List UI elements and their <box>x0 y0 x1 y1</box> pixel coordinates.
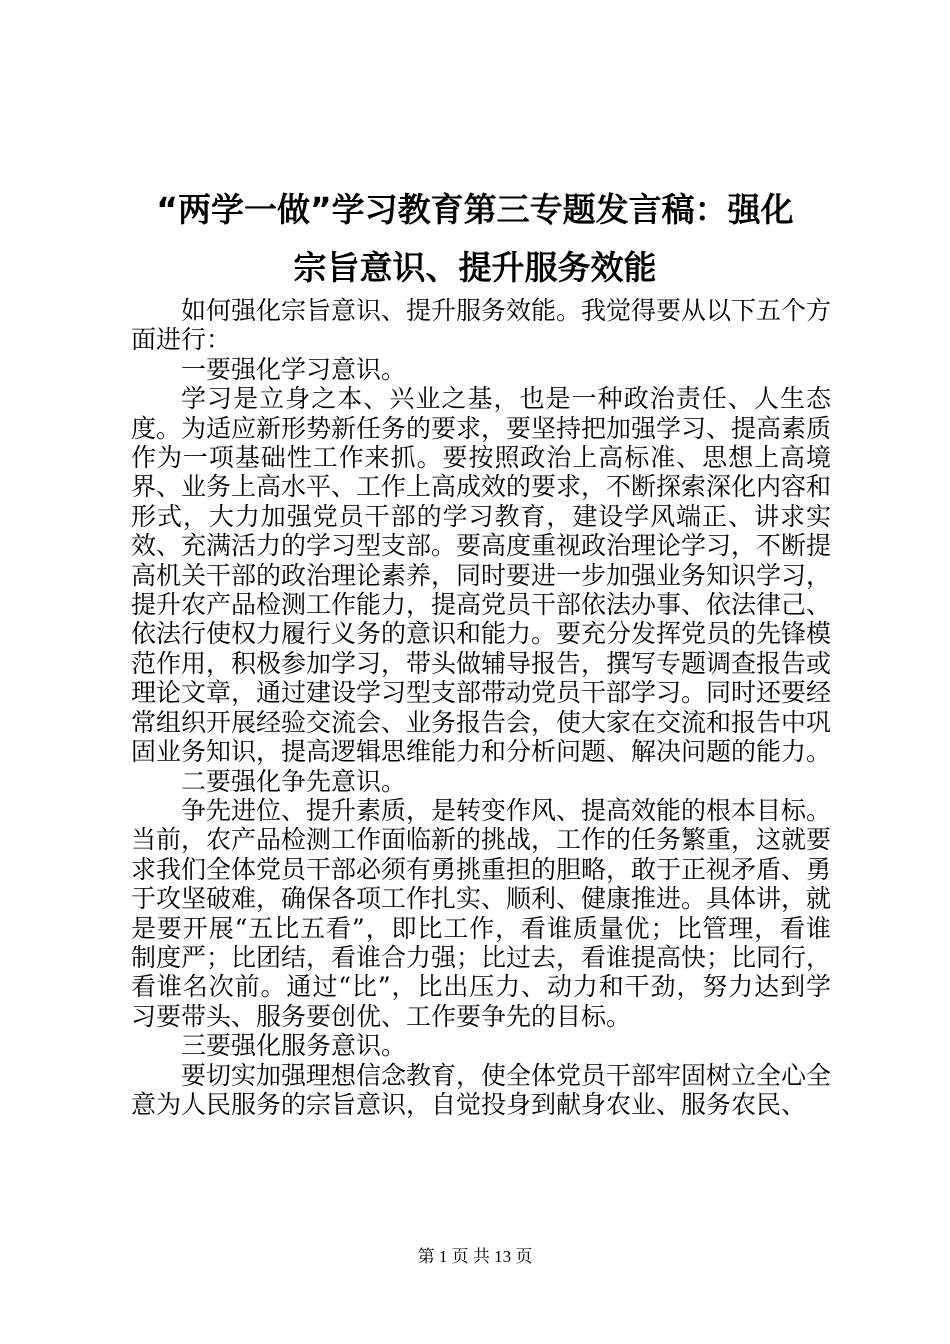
paragraph-section-3: 要切实加强理想信念教育，使全体党员干部牢固树立全心全意为人民服务的宗旨意识，自觉投身到献身农业、服务农民、 <box>131 1060 832 1119</box>
document-body <box>131 296 831 1119</box>
paragraph-section-1: 学习是立身之本、兴业之基，也是一种政治责任、人生态度。为适应新形势新任务的要求，要坚持把加强学习、提高素质作为一项基础性工作来抓。要按照政治上高标准、思想上高境界、业务上高水平、工作上高成效的要求，不断探索深化内容和形式，大力加强党员干部的学习教育，建设学风端正、讲求实效、充满活力的学习型支部。要高度重视政治理论学习，不断提高机关干部的政治理论素养，同时要进一步加强业务知识学习，提升农产品检测工作能力，提高党员干部依法办事、依法律己、依法行使权力履行义务的意识和能力。要充分发挥党员的先锋模范作用，积极参加学习，带头做辅导报告，撰写专题调查报告或理论文章，通过建设学习型支部带动党员干部学习。同时还要经常组织开展经验交流会、业务报告会，使大家在交流和报告中巩固业务知识，提高逻辑思维能力和分析问题、解决问题的能力。 <box>131 384 832 767</box>
section-heading-1: 一要强化学习意识。 <box>181 354 407 384</box>
paragraph-section-2: 争先进位、提升素质，是转变作风、提高效能的根本目标。当前，农产品检测工作面临新的挑战，工作的任务繁重，这就要求我们全体党员干部必须有勇挑重担的胆略，敢于正视矛盾、勇于攻坚破难，确保各项工作扎实、顺利、健康推进。具体讲，就是要开展“五比五看”，即比工作，看谁质量优；比管理，看谁制度严；比团结，看谁合力强；比过去，看谁提高快；比同行，看谁名次前。通过“比”，比出压力、动力和干劲，努力达到学习要带头、服务要创优、工作要争先的目标。 <box>131 795 832 1031</box>
section-heading-3: 三要强化服务意识。 <box>181 1031 407 1061</box>
document-title-line2: 宗旨意识、提升服务效能 <box>293 248 657 287</box>
page-number-footer: 第 1 页 共 13 页 <box>417 1247 533 1266</box>
section-heading-2: 二要强化争先意识。 <box>181 766 407 796</box>
paragraph-intro: 如何强化宗旨意识、提升服务效能。我觉得要从以下五个方面进行： <box>131 296 832 355</box>
document-title-line1: “两学一做”学习教育第三专题发言稿：强化 <box>156 190 794 229</box>
